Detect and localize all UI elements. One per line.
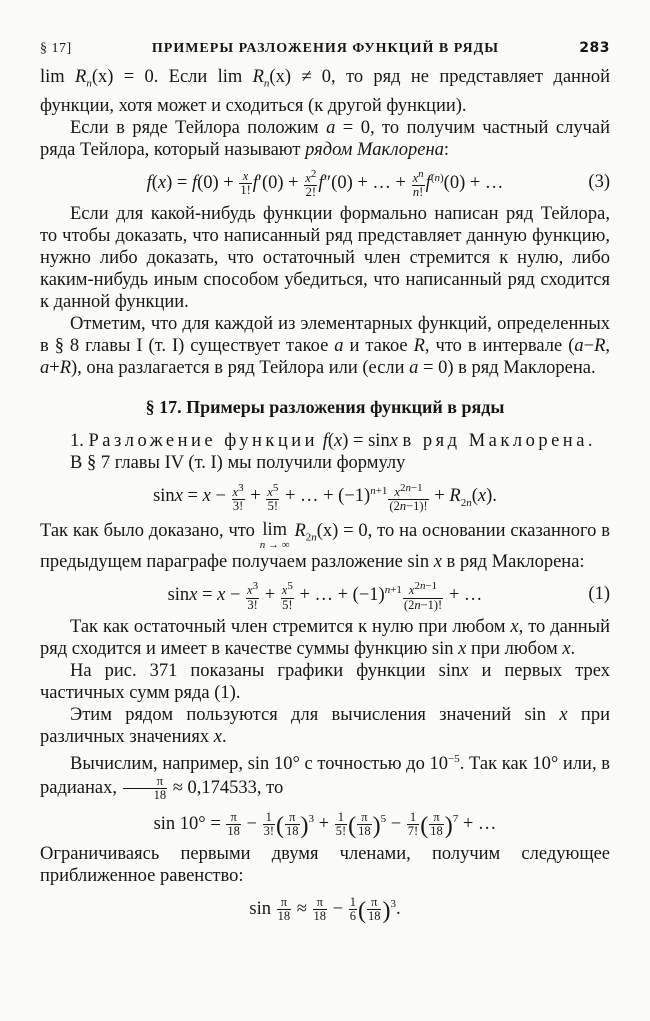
formula-1: sinx = x − $\frac{x^3}{3!}$ + $\frac{x^5}{5!}$ + … + $(-1)^{n+1}$ $\frac{x^{2n-1}}{(2n-1)!}$ + … (1) <box>167 580 610 612</box>
formula-3: f(x) = f(0) + $\frac{x}{1!}$ f′(0) + $\frac{x^2}{2!}$ f″(0) + … + $\frac{x^n}{n!}$ $f^{(n)}(0)$ + … (3) <box>146 168 610 200</box>
formula-approximate: sin $\frac{\pi}{18}$ ≈ $\frac{\pi}{18}$ − $\frac{1}{6}$ ( $\frac{\pi}{18}$ )$^3$. <box>249 895 401 924</box>
paragraph-figure-ref: На рис. 371 показаны графики функции sinx и первых трех частичных сумм ряда (1). <box>40 660 610 703</box>
paragraph-remainder-proved: Так как было доказано, что lim n → ∞ $R_{2n}(x) = 0$, то на основании сказанного в предыдущем параграфе получаем разложение sin x в ряд Маклорена: <box>40 520 611 573</box>
formula-sin-remainder: sinx = x − $\frac{x^3}{3!}$ + $\frac{x^5}{5!}$ + … + $(-1)^{n+1}$ $\frac{x^{2n-1}}{(2n-1)!}$ + $R_{2n}(x)$. <box>153 481 497 513</box>
paragraph-remainder-condition: $\lim R_n(x) = 0$. Если $\lim R_n(x) \ne 0$, то ряд не представляет данной функции, хотя может и сходиться (к другой функции). <box>40 67 611 116</box>
paragraph-approximation: Ограничиваясь первыми двумя членами, получим следующее приближенное равенство: <box>40 843 610 886</box>
running-title: ПРИМЕРЫ РАЗЛОЖЕНИЯ ФУНКЦИЙ В РЯДЫ <box>151 41 500 56</box>
equation-number: (3) <box>588 171 610 192</box>
paragraph-proof-note: Если для какой-нибудь функции формально написан ряд Тейлора, то чтобы доказать, что написанный ряд представляет данную функцию, нужно либо доказать, что остаточный член стремится к нулю, либо каким-нибудь иным способом убедиться, что написанный ряд сходится к данной функции. <box>40 204 610 313</box>
section-heading: § 17. Примеры разложения функций в ряды <box>145 397 505 418</box>
formula-sin10-series: sin 10° = $\frac{\pi}{18}$ − $\frac{1}{3!}$ ( $\frac{\pi}{18}$ )$^3$ + $\frac{1}{5!}$ ( $\frac{\pi}{18}$ )$^5$ − $\frac{1}{7!}$ ( $\frac{\pi}{18}$ )$^7$ + … <box>153 810 497 839</box>
section-ref: § 17] <box>40 41 72 56</box>
paragraph-example: Вычислим, например, sin 10° с точностью до $10^{-5}$. Так как 10° или, в радианах, $\frac{\pi}{18}$ ≈ 0,174533, то <box>40 752 610 802</box>
paragraph-usage: Этим рядом пользуются для вычисления значений sin x при различных значениях x. <box>40 704 610 747</box>
item-sin-expansion: 1. Разложение функции f(x) = sinx в ряд Маклорена. <box>70 431 597 452</box>
term-maclaurin: рядом Маклорена <box>305 139 444 160</box>
paragraph-convergence: Так как остаточный член стремится к нулю при любом x, то данный ряд сходится и имеет в качестве суммы функцию sin x при любом x. <box>40 616 610 659</box>
equation-number: (1) <box>588 584 610 605</box>
paragraph-previous-formula: В § 7 главы IV (т. I) мы получили формулу <box>70 453 406 474</box>
running-header <box>40 40 610 66</box>
paragraph-maclaurin-def: Если в ряде Тейлора положим a = 0, то получим частный случай ряда Тейлора, который называют рядом Маклорена: <box>40 117 610 160</box>
paragraph-elementary-functions: Отметим, что для каждой из элементарных функций, определенных в § 8 главы I (т. I) существует такое a и такое R, что в интервале (a−R, a+R), она разлагается в ряд Тейлора или (если a = 0) в ряд Маклорена. <box>40 314 610 379</box>
page-number: 283 <box>579 40 610 56</box>
